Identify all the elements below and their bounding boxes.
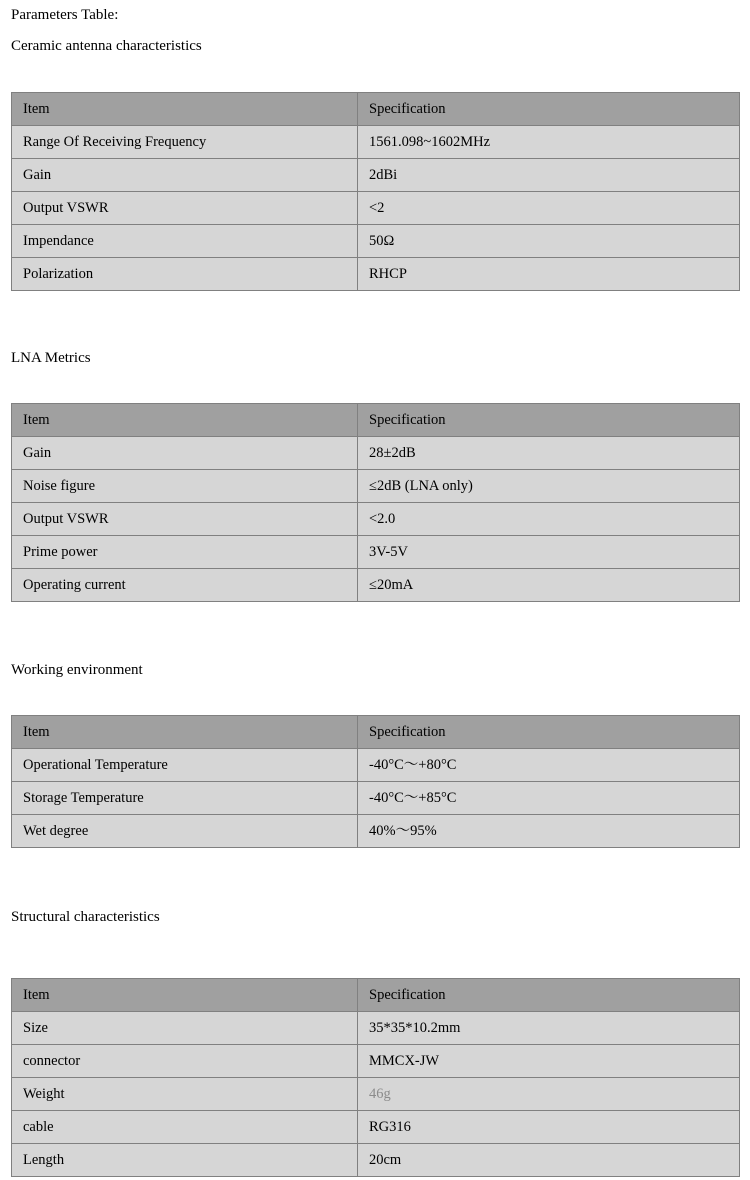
section-heading: Working environment [11,662,143,678]
column-header-specification: Specification [358,979,740,1012]
cell-specification: 3V-5V [358,536,740,569]
table-header-row [12,93,740,126]
cell-item: Polarization [12,258,358,291]
cell-item: Size [12,1012,358,1045]
cell-specification: RHCP [358,258,740,291]
table-row [12,159,740,192]
cell-specification: 50Ω [358,225,740,258]
cell-specification: 2dBi [358,159,740,192]
cell-item: Storage Temperature [12,782,358,815]
table-row [12,749,740,782]
column-header-item: Item [12,979,358,1012]
column-header-item: Item [12,716,358,749]
cell-item: Wet degree [12,815,358,848]
cell-specification: -40°C～+80°C [358,749,740,782]
cell-specification: <2 [358,192,740,225]
cell-item: Gain [12,159,358,192]
cell-item: Output VSWR [12,503,358,536]
section-heading: Structural characteristics [11,909,160,925]
cell-specification: 40%～95% [358,815,740,848]
cell-specification: MMCX-JW [358,1045,740,1078]
page-title: Parameters Table: [11,7,119,23]
cell-item: Gain [12,437,358,470]
table-header-row [12,404,740,437]
table-row [12,569,740,602]
table-row [12,536,740,569]
cell-item: Impendance [12,225,358,258]
cell-item: Range Of Receiving Frequency [12,126,358,159]
section-heading: Ceramic antenna characteristics [11,38,202,54]
table-row [12,225,740,258]
cell-specification: ≤2dB (LNA only) [358,470,740,503]
table-header-row [12,716,740,749]
column-header-specification: Specification [358,716,740,749]
cell-specification: 20cm [358,1144,740,1177]
table-row [12,192,740,225]
table-row [12,1144,740,1177]
column-header-specification: Specification [358,404,740,437]
table-row [12,1078,740,1111]
spec-table [11,978,740,1177]
table-row [12,470,740,503]
table-row [12,258,740,291]
cell-specification: 28±2dB [358,437,740,470]
table-row [12,437,740,470]
section-heading: LNA Metrics [11,350,91,366]
table-row [12,503,740,536]
cell-specification: <2.0 [358,503,740,536]
column-header-specification: Specification [358,93,740,126]
cell-specification: 46g [358,1078,740,1111]
spec-table [11,92,740,291]
cell-item: cable [12,1111,358,1144]
cell-specification: 35*35*10.2mm [358,1012,740,1045]
table-row [12,1012,740,1045]
cell-specification: -40°C～+85°C [358,782,740,815]
column-header-item: Item [12,93,358,126]
cell-specification: RG316 [358,1111,740,1144]
cell-item: connector [12,1045,358,1078]
spec-table [11,715,740,848]
cell-item: Operational Temperature [12,749,358,782]
table-row [12,1045,740,1078]
table-row [12,815,740,848]
spec-table [11,403,740,602]
table-header-row [12,979,740,1012]
cell-item: Operating current [12,569,358,602]
cell-item: Output VSWR [12,192,358,225]
cell-item: Prime power [12,536,358,569]
table-row [12,1111,740,1144]
cell-specification: ≤20mA [358,569,740,602]
table-row [12,126,740,159]
cell-item: Length [12,1144,358,1177]
cell-item: Weight [12,1078,358,1111]
column-header-item: Item [12,404,358,437]
cell-specification: 1561.098~1602MHz [358,126,740,159]
table-row [12,782,740,815]
cell-item: Noise figure [12,470,358,503]
